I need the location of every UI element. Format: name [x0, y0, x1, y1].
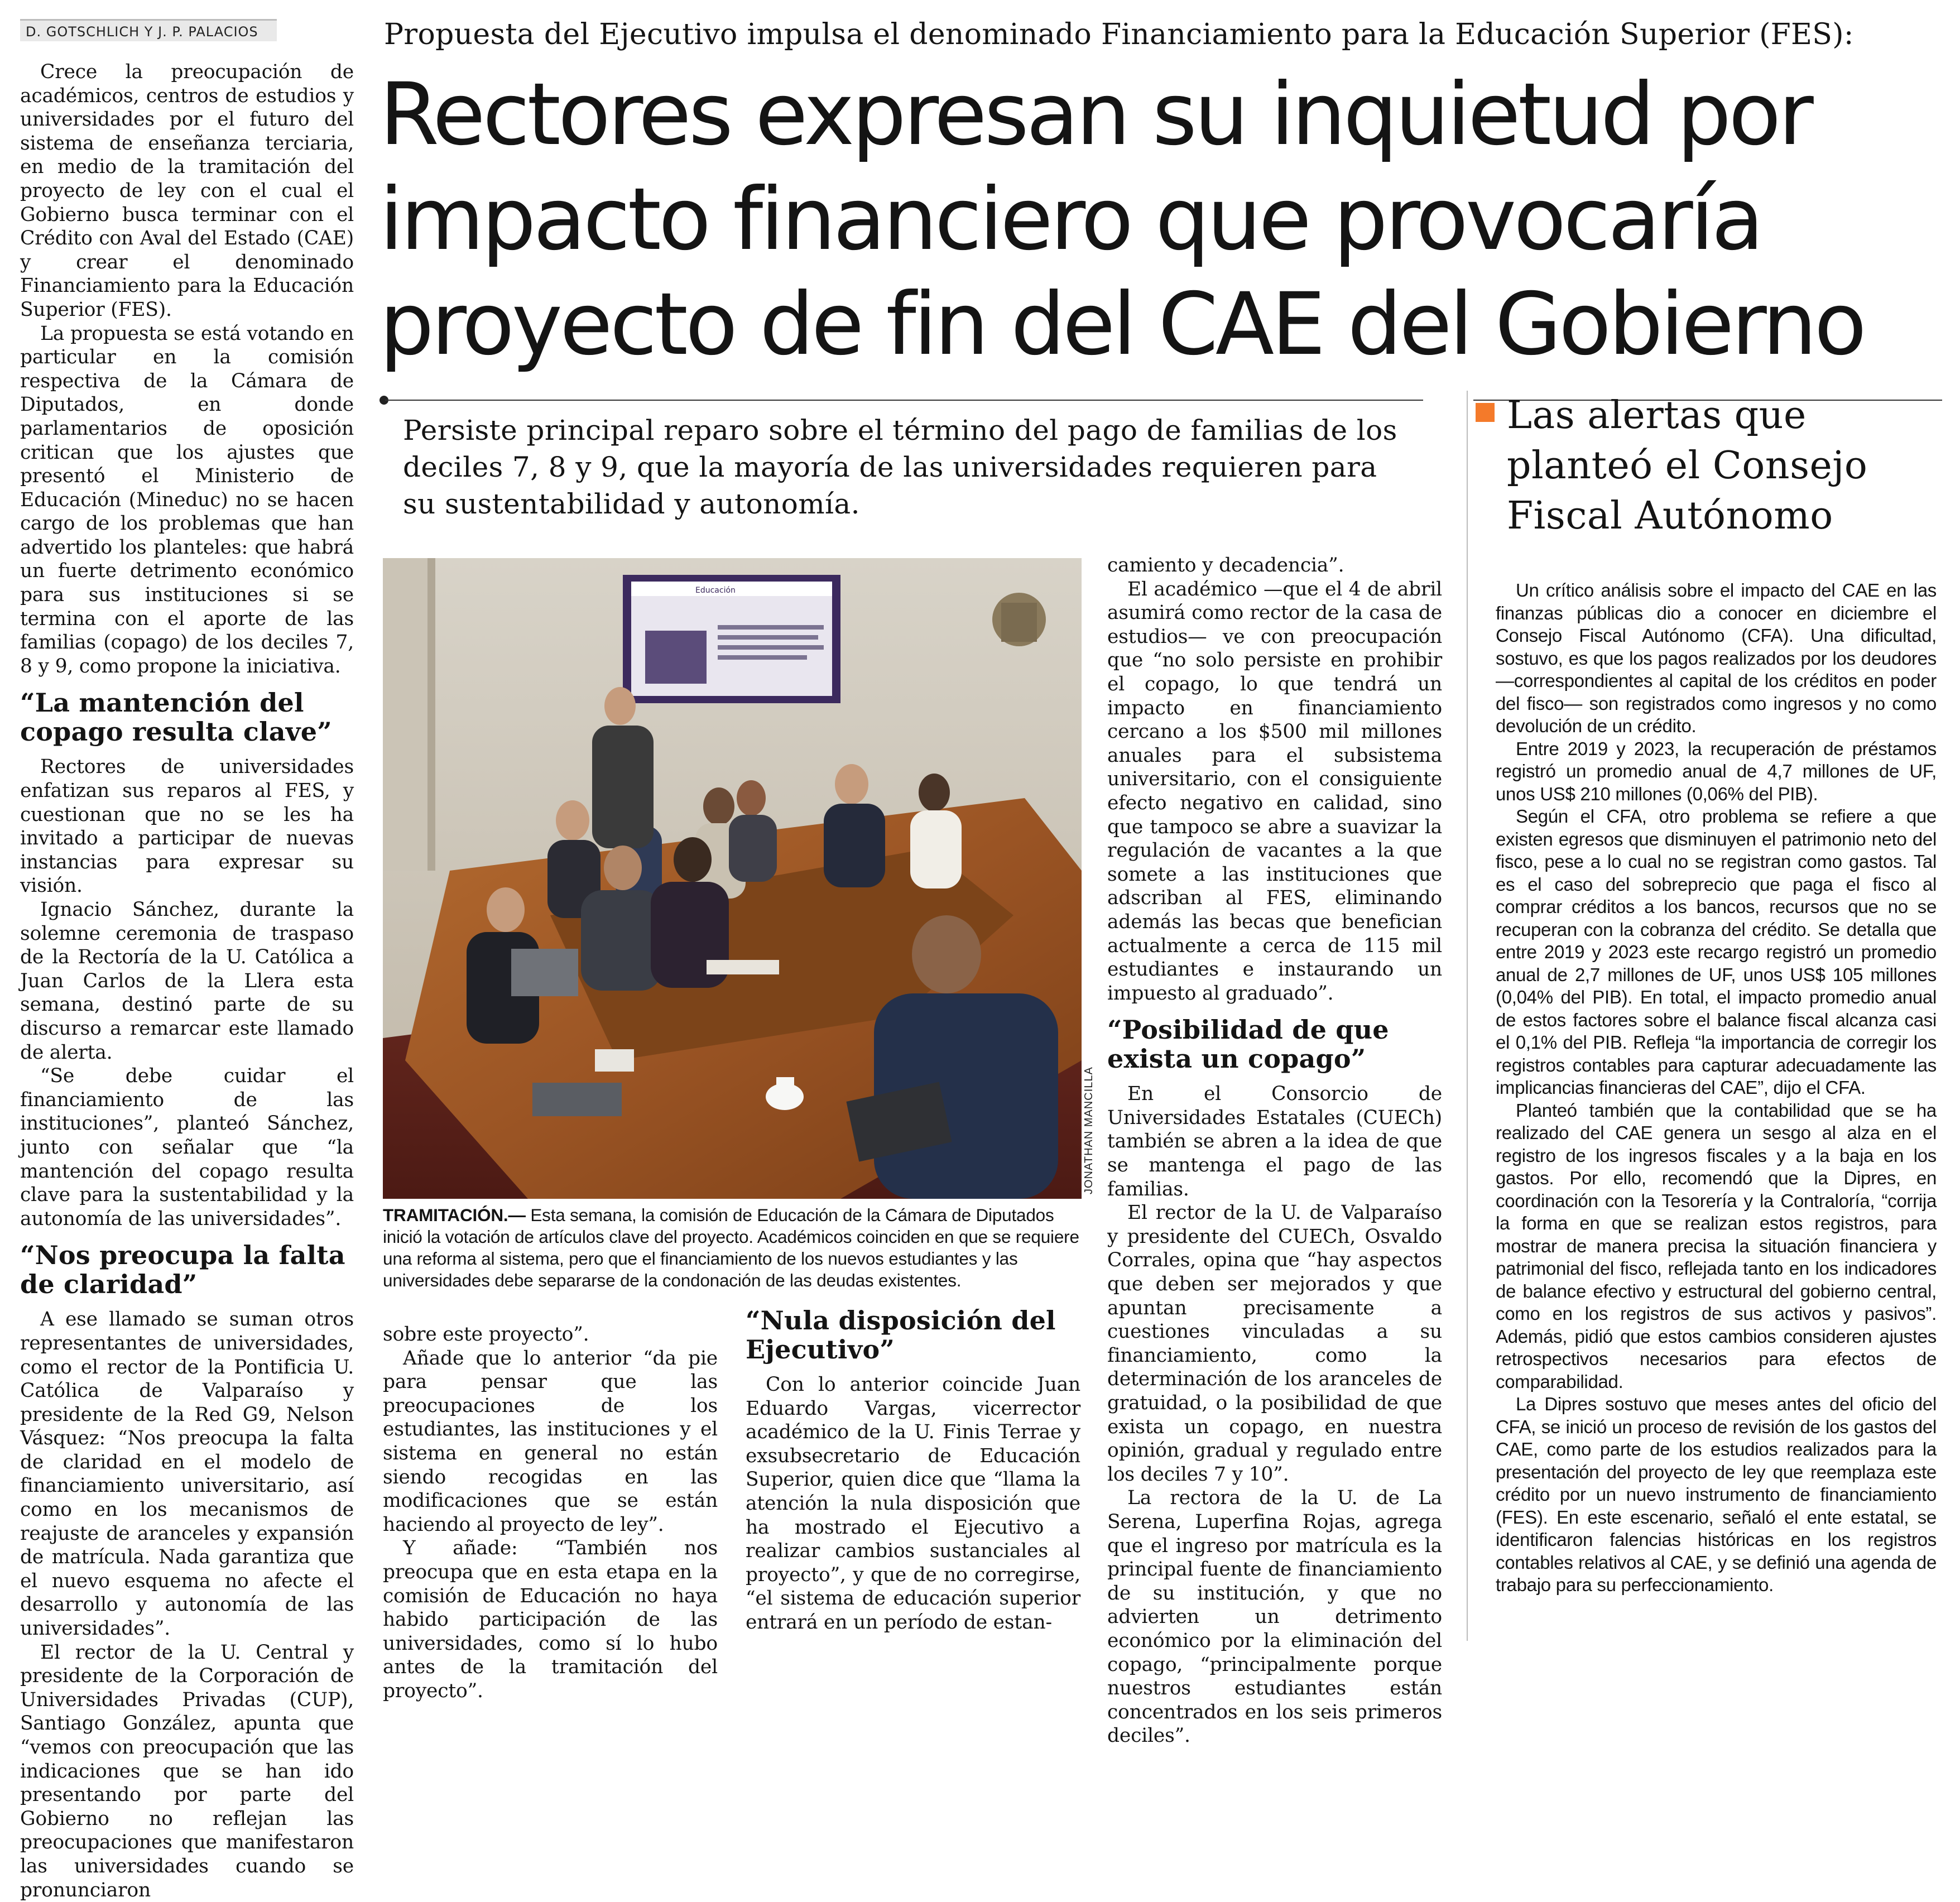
paragraph: camiento y decadencia”.: [1107, 554, 1344, 577]
subheading: “Nula disposición del Ejecutivo”: [746, 1305, 1056, 1365]
paragraph: El académico —que el 4 de abril asumirá como rector de la casa de estudios— ve con preocupación que “no solo persiste en prohibir el copago, lo que tendrá un impacto en financiamiento cercano a los $500 mil millones anuales para el subsistema universitario, con el consiguiente efecto negativo en calidad, sino que tampoco se abre a suavizar la regulación de vacantes a la que somete a las instituciones que adscriban al FES, eliminando además las becas que benefician actualmente a cerca de 115 mil estudiantes e instaurando un impuesto al graduado”.: [1107, 578, 1442, 1005]
paragraph: Ignacio Sánchez, durante la solemne ceremonia de traspaso de la Rectoría de la U. Católica a Juan Carlos de la Llera esta semana, destinó parte de su discurso a remarcar este llamado de alerta.: [20, 899, 354, 1064]
bajada-rule: [385, 400, 1423, 401]
photo: [383, 558, 1082, 1199]
paragraph: El rector de la U. de Valparaíso y presidente del CUECh, Osvaldo Corrales, opina que “hay aspectos que deben ser mejorados y que apuntan precisamente a cuestiones vinculadas a su financiamiento, como la determinación de los aranceles de gratuidad, o la posibilidad de que exista un copago, en nuestra opinión, gradual y regulado entre los deciles 7 y 10”.: [1107, 1202, 1442, 1486]
paragraph: La propuesta se está votando en particular en la comisión respectiva de la Cámara de Diputados, en donde parlamentarios de oposición critican que los ajustes que presentó el Ministerio de Educación (Mineduc) no se hacen cargo de los problemas que han advertido los planteles: que habrá un fuerte detrimento económico para sus instituciones si se termina con el aporte de las familias (copago) de los deciles 7, 8 y 9, como propone la iniciativa.: [20, 322, 354, 678]
screen-text: Educación: [695, 586, 736, 595]
orange-square-icon: [1476, 403, 1495, 422]
column-divider: [1467, 391, 1468, 1641]
paragraph: Entre 2019 y 2023, la recuperación de préstamos registró un promedio anual de 4,7 millones de UF, unos US$ 210 millones (0,06% del PIB).: [1496, 738, 1937, 804]
photo-caption: [383, 1204, 1086, 1291]
kicker: Propuesta del Ejecutivo impulsa el denominado Financiamiento para la Educación Superior (FES):: [384, 18, 1854, 51]
paragraph: “Se debe cuidar el financiamiento de las instituciones”, planteó Sánchez, junto con señalar que “la mantención del copago resulta clave para la sustentabilidad y la autonomía de las universidades”.: [20, 1065, 354, 1230]
bajada: Persiste principal reparo sobre el término del pago de familias de los deciles 7, 8 y 9, que la mayoría de las universidades requieren para su sustentabilidad y autonomía.: [403, 414, 1397, 520]
sidebar-body: [1496, 579, 1937, 1597]
column-2: [383, 1323, 718, 1703]
caption-text: Esta semana, la comisión de Educación de la Cámara de Diputados inició la votación de artículos clave del proyecto. Académicos coinciden en que se requiere una reforma al sistema, pero que el financiamiento de los nuevos estudiantes y las universidades debe separarse de la condonación de las deudas existentes.: [383, 1205, 1079, 1290]
caption-label: TRAMITACIÓN.—: [383, 1205, 526, 1225]
sidebar-title: Las alertas que planteó el Consejo Fiscal Autónomo: [1507, 393, 1868, 538]
column-4: [1107, 554, 1442, 1748]
byline: D. GOTSCHLICH Y J. P. PALACIOS: [20, 19, 277, 41]
headline-line-3: proyecto de fin del CAE del Gobierno: [379, 275, 1864, 374]
paragraph: Con lo anterior coincide Juan Eduardo Vargas, vicerrector académico de la U. Finis Terrae y exsubsecretario de Educación Superior, quien dice que “llama la atención la nula disposición que ha mostrado el Ejecutivo a realizar cambios sustanciales al proyecto”, y que de no corregirse, “el sistema de educación superior entrará en un período de estan-: [746, 1373, 1080, 1634]
paragraph: La Dipres sostuvo que meses antes del oficio del CFA, se inició un proceso de revisión de los gastos del CAE, como parte de los estudios realizados para la presentación del proyecto de ley que reemplaza este crédito por un nuevo instrumento de financiamiento (FES). En este escenario, señaló el ente estatal, se identificaron falencias históricas en los registros contables relativos al CAE, y se definió una agenda de trabajo para su perfeccionamiento.: [1496, 1394, 1937, 1595]
paragraph: Planteó también que la contabilidad que se ha realizado del CAE genera un sesgo al alza en el registro de los ingresos fiscales y a la baja en los gastos. Por ello, recomendó que la Dipres, en coordinación con la Tesorería y la Contraloría, “corrija la forma en que se realizan estos registros, para mostrar de manera precisa la situación financiera y patrimonial del fisco, reflejada tanto en los indicadores de balance efectivo y estructural del gobierno central, como en los registros de sus activos y pasivos”. Además, pidió que estos cambios consideren ajustes retrospectivos necesarios para efectos de comparabilidad.: [1496, 1099, 1937, 1392]
subheading: “Posibilidad de que exista un copago”: [1107, 1015, 1389, 1074]
paragraph: La rectora de la U. de La Serena, Luperfina Rojas, agrega que el ingreso por matrícula es la principal fuente de financiamiento de su institución, y que no advierten un detrimento económico por la eliminación del copago, “principalmente porque nuestros estudiantes están concentrados en los seis primeros deciles”.: [1107, 1487, 1442, 1747]
photo-credit: JONATHAN MANCILLA: [1083, 1067, 1095, 1194]
paragraph: Y añade: “También nos preocupa que en esta etapa en la comisión de Educación no haya habido participación de las universidades, como sí lo hubo antes de la tramitación del proyecto”.: [383, 1537, 718, 1702]
headline-line-1: Rectores expresan su inquietud por: [379, 65, 1811, 165]
paragraph: A ese llamado se suman otros representantes de universidades, como el rector de la Pontificia U. Católica de Valparaíso y presidente de la Red G9, Nelson Vásquez: “Nos preocupa la falta de claridad en el modelo de financiamiento universitario, así como en los mecanismos de reajuste de aranceles y expansión de matrícula. Nada garantiza que el nuevo esquema no afecte el desarrollo y autonomía de las universidades”.: [20, 1308, 354, 1640]
headline-line-2: impacto financiero que provocaría: [379, 170, 1761, 270]
paragraph: Según el CFA, otro problema se refiere a que existen egresos que disminuyen el patrimonio neto del fisco, pese a lo cual no se registran como gastos. Tal es el caso del sobreprecio que paga el fisco al comprar créditos a los bancos, recursos que no se recuperan con la cobranza del crédito. Se detalla que entre 2019 y 2023 este recargo registró un promedio anual de 2,7 millones de UF, unos US$ 105 millones (0,04% del PIB). En total, el impacto promedio anual de estos factores sobre el balance fiscal alcanza casi el 0,1% del PIB. Refleja “la importancia de corregir los registros contables para capturar adecuadamente las implicancias financieras del CAE”, dijo el CFA.: [1496, 806, 1937, 1098]
paragraph: Un crítico análisis sobre el impacto del CAE en las finanzas públicas dio a conocer en diciembre el Consejo Fiscal Autónomo (CFA). Una dificultad, sostuvo, es que los pagos realizados por los deudores —correspondientes al capital de los créditos en poder del fisco— son registrados como ingresos y no como devolución de un crédito.: [1496, 580, 1937, 736]
column-1: [20, 60, 354, 1902]
subheading: “La mantención del copago resulta clave”: [20, 688, 332, 747]
paragraph: sobre este proyecto”.: [383, 1323, 589, 1346]
paragraph: Rectores de universidades enfatizan sus reparos al FES, y cuestionan que no se les ha invitado a participar de nuevas instancias para expresar su visión.: [20, 756, 354, 897]
column-3: [746, 1306, 1080, 1635]
paragraph: El rector de la U. Central y presidente de la Corporación de Universidades Privadas (CUP), Santiago González, apunta que “vemos con preocupación que las indicaciones que se han ido presentando por parte del Gobierno no reflejan las preocupaciones que manifestaron las universidades cuando se pronunciaron: [20, 1641, 354, 1901]
paragraph: En el Consorcio de Universidades Estatales (CUECh) también se abren a la idea de que se mantenga el pago de las familias.: [1107, 1083, 1442, 1200]
paragraph: Añade que lo anterior “da pie para pensar que las preocupaciones de los estudiantes, las instituciones y el sistema en general no están siendo recogidas en las modificaciones que se están haciendo al proyecto de ley”.: [383, 1347, 718, 1536]
subheading: “Nos preocupa la falta de claridad”: [20, 1240, 345, 1300]
paragraph: Crece la preocupación de académicos, centros de estudios y universidades por el futuro del sistema de enseñanza terciaria, en medio de la tramitación del proyecto de ley con el cual el Gobierno busca terminar con el Crédito con Aval del Estado (CAE) y crear el denominado Financiamiento para la Educación Superior (FES).: [20, 61, 354, 321]
headline: [379, 63, 1953, 377]
